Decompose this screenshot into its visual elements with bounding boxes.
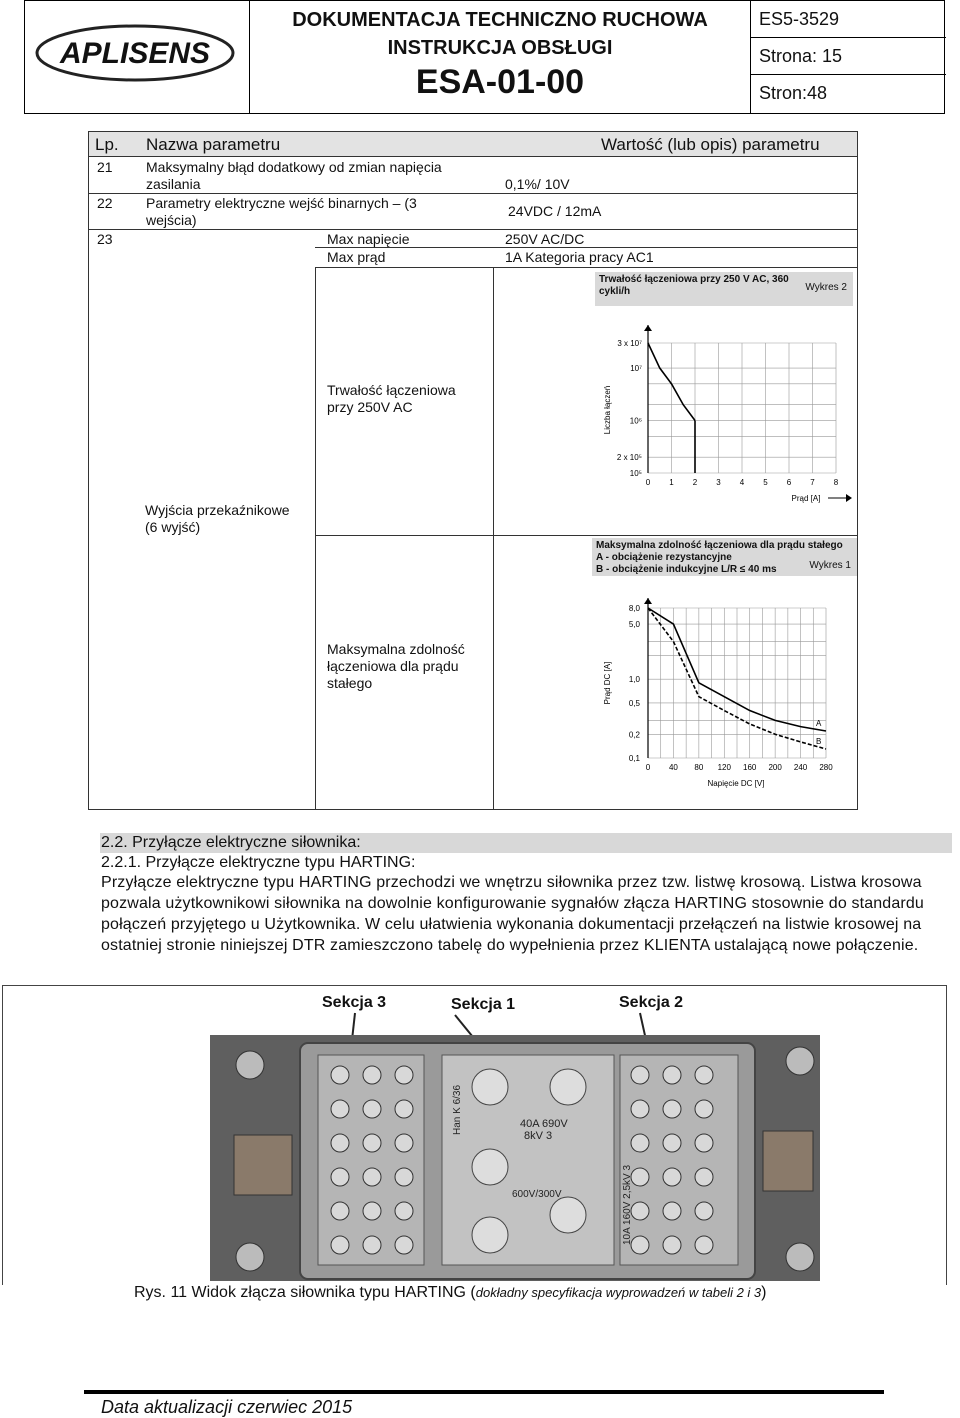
row22-value: 24VDC / 12mA <box>508 203 602 219</box>
caption-main: Rys. 11 Widok złącza siłownika typu HARTING ( <box>134 1284 476 1301</box>
section-paragraph: Przyłącze elektryczne typu HARTING przechodzi we wnętrzu siłownika przez tzw. listwę krosową. Listwa krosowa pozwala użytkownikowi siłownika na dowolnie konfigurowanie sygnałów złącza HARTING stosownie do standardu połączeń przyjętego u Użytkownika. W celu ułatwienia wykonania dokumentacji przełączeń na listwie krosowej na ostatniej stronie niniejszej DTR zamieszczono tabelę do wypełnienia przez KLIENTA ustalającą nowe połączenie. <box>101 874 924 954</box>
pin-socket <box>331 1202 349 1220</box>
row21-name-2: zasilania <box>146 176 201 192</box>
pin-socket <box>363 1202 381 1220</box>
x-tick-label: 5 <box>763 478 768 487</box>
doc-code: ES5-3529 <box>751 1 946 38</box>
pin-socket <box>331 1236 349 1254</box>
footer-rule <box>84 1390 884 1394</box>
dc-capacity-label-1: Maksymalna zdolność <box>327 641 465 657</box>
figure-caption <box>134 1284 767 1302</box>
doc-title-line3: ESA-01-00 <box>415 63 585 101</box>
y-tick-label: 2 x 10⁵ <box>616 453 642 463</box>
relay-outputs-label-1: Wyjścia przekaźnikowe <box>145 502 290 518</box>
pin-socket <box>631 1066 649 1084</box>
y-tick-label: 1,0 <box>628 675 640 685</box>
y-tick-label: 10⁷ <box>630 364 642 374</box>
label-sekcja-3: Sekcja 3 <box>322 994 387 1011</box>
x-tick-label: 8 <box>833 478 839 487</box>
connector-rating-3: 600V/300V <box>512 1189 562 1200</box>
pin-socket <box>631 1236 649 1254</box>
pin-socket <box>695 1100 713 1118</box>
pin-socket <box>695 1236 713 1254</box>
pin-socket <box>331 1066 349 1084</box>
pin-socket <box>363 1100 381 1118</box>
chart2-tag: Wykres 2 <box>805 282 847 293</box>
harting-connector-photo <box>210 1035 820 1281</box>
x-tick-label: 120 <box>717 763 731 772</box>
page-number: Strona: 15 <box>751 38 946 75</box>
x-axis-label: Napięcie DC [V] <box>707 779 765 788</box>
chart1-title-2: A - obciążenie rezystancyjne <box>596 552 732 563</box>
x-tick-label: 200 <box>768 763 782 772</box>
dc-capacity-label-3: stałego <box>327 675 373 691</box>
row21-name-1: Maksymalny błąd dodatkowy od zmian napięcia <box>146 159 442 175</box>
pin-socket <box>663 1066 681 1084</box>
pin-socket <box>331 1100 349 1118</box>
x-axis-label: Prąd [A] <box>791 494 821 503</box>
pin-socket <box>631 1134 649 1152</box>
pin-socket <box>395 1168 413 1186</box>
series-label-B: B <box>816 737 822 747</box>
max-voltage-value: 250V AC/DC <box>505 231 585 247</box>
x-tick-label: 3 <box>716 478 721 487</box>
col-name: Nazwa parametru <box>146 135 281 154</box>
caption-end: ) <box>761 1284 767 1301</box>
y-axis-label: Prąd DC [A] <box>603 661 612 705</box>
row21-value: 0,1%/ 10V <box>505 176 570 192</box>
row22-lp: 22 <box>97 195 113 211</box>
connector-model: Han K 6/36 <box>452 1084 463 1135</box>
pin-socket <box>695 1168 713 1186</box>
max-current-label: Max prąd <box>327 249 386 265</box>
pin-socket <box>395 1236 413 1254</box>
connector-rating-1: 40A 690V <box>520 1118 568 1130</box>
pin-socket <box>395 1100 413 1118</box>
y-tick-label: 3 x 10⁷ <box>617 339 642 348</box>
footer-date: Data aktualizacji czerwiec 2015 <box>101 1397 353 1417</box>
pin-socket <box>331 1134 349 1152</box>
pin-socket <box>663 1168 681 1186</box>
svg-text:APLISENS: APLISENS <box>59 37 211 70</box>
pin-socket <box>695 1134 713 1152</box>
row22-name-1: Parametry elektryczne wejść binarnych – (3 <box>146 195 417 211</box>
col-lp: Lp. <box>95 135 119 154</box>
x-tick-label: 4 <box>739 478 745 487</box>
y-tick-label: 0,5 <box>628 698 640 708</box>
label-sekcja-1: Sekcja 1 <box>451 996 516 1013</box>
pin-socket <box>331 1168 349 1186</box>
section-heading: 2.2. Przyłącze elektryczne siłownika: <box>101 834 361 851</box>
chart1-tag: Wykres 1 <box>809 560 851 571</box>
pin-socket <box>663 1134 681 1152</box>
y-tick-label: 0,2 <box>628 730 640 740</box>
switching-durability-label-2: przy 250V AC <box>327 399 413 415</box>
y-tick-label: 10⁵ <box>629 469 642 478</box>
x-tick-label: 0 <box>645 478 651 487</box>
series-label-A: A <box>816 719 822 729</box>
section-subheading: 2.2.1. Przyłącze elektryczne typu HARTING: <box>101 854 416 871</box>
pin-socket <box>631 1168 649 1186</box>
x-tick-label: 240 <box>793 763 808 772</box>
pin-socket <box>631 1100 649 1118</box>
chart1-title-1: Maksymalna zdolność łączeniowa dla prądu stałego <box>596 540 843 551</box>
x-tick-label: 7 <box>810 478 815 487</box>
connector-illustration <box>210 1035 820 1281</box>
relay-outputs-label-2: (6 wyjść) <box>145 519 201 535</box>
pin-socket <box>395 1066 413 1084</box>
label-sekcja-2: Sekcja 2 <box>619 994 684 1011</box>
y-tick-label: 0,1 <box>628 754 640 763</box>
connector-rating-4: 10A 160V 2,5kV 3 <box>622 1164 633 1245</box>
pin-socket <box>695 1066 713 1084</box>
pin-socket <box>663 1100 681 1118</box>
doc-title-line1: DOKUMENTACJA TECHNICZNO RUCHOWA <box>292 9 708 31</box>
y-tick-label: 5,0 <box>628 620 640 630</box>
y-tick-label: 10⁶ <box>629 416 642 426</box>
x-tick-label: 0 <box>645 763 651 772</box>
col-value: Wartość (lub opis) parametru <box>601 135 820 154</box>
x-tick-label: 80 <box>694 763 704 772</box>
pin-socket <box>395 1202 413 1220</box>
pin-socket <box>695 1202 713 1220</box>
pin-socket <box>395 1134 413 1152</box>
pin-socket <box>663 1202 681 1220</box>
connector-rating-2: 8kV 3 <box>524 1130 553 1142</box>
row21-lp: 21 <box>97 159 113 175</box>
chart2-title: Trwałość łączeniowa przy 250 V AC, 360 cykli/h <box>599 274 789 297</box>
y-tick-label: 8,0 <box>628 604 640 613</box>
x-tick-label: 280 <box>819 763 833 772</box>
x-tick-label: 160 <box>743 763 757 772</box>
dc-capacity-label-2: łączeniowa dla prądu <box>327 658 459 674</box>
x-tick-label: 1 <box>669 478 674 487</box>
pin-socket <box>663 1236 681 1254</box>
pin-socket <box>363 1066 381 1084</box>
doc-title-line2: INSTRUKCJA OBSŁUGI <box>387 37 613 59</box>
row22-name-2: wejścia) <box>146 212 197 228</box>
y-axis-label: Liczba łączeń <box>603 385 612 435</box>
switching-durability-label-1: Trwałość łączeniowa <box>327 382 456 398</box>
max-current-value: 1A Kategoria pracy AC1 <box>505 249 654 265</box>
x-tick-label: 2 <box>692 478 698 487</box>
chart1-title-3: B - obciążenie indukcyjne L/R ≤ 40 ms <box>596 564 777 575</box>
pin-socket <box>363 1168 381 1186</box>
x-tick-label: 6 <box>786 478 792 487</box>
pin-socket <box>363 1236 381 1254</box>
pages-total: Stron:48 <box>759 83 828 103</box>
pin-socket <box>363 1134 381 1152</box>
max-voltage-label: Max napięcie <box>327 231 410 247</box>
x-tick-label: 40 <box>668 763 678 772</box>
caption-italic: dokładny specyfikacja wyprowadzeń w tabeli 2 i 3 <box>475 1285 762 1300</box>
row23-lp: 23 <box>97 231 113 247</box>
pin-socket <box>631 1202 649 1220</box>
